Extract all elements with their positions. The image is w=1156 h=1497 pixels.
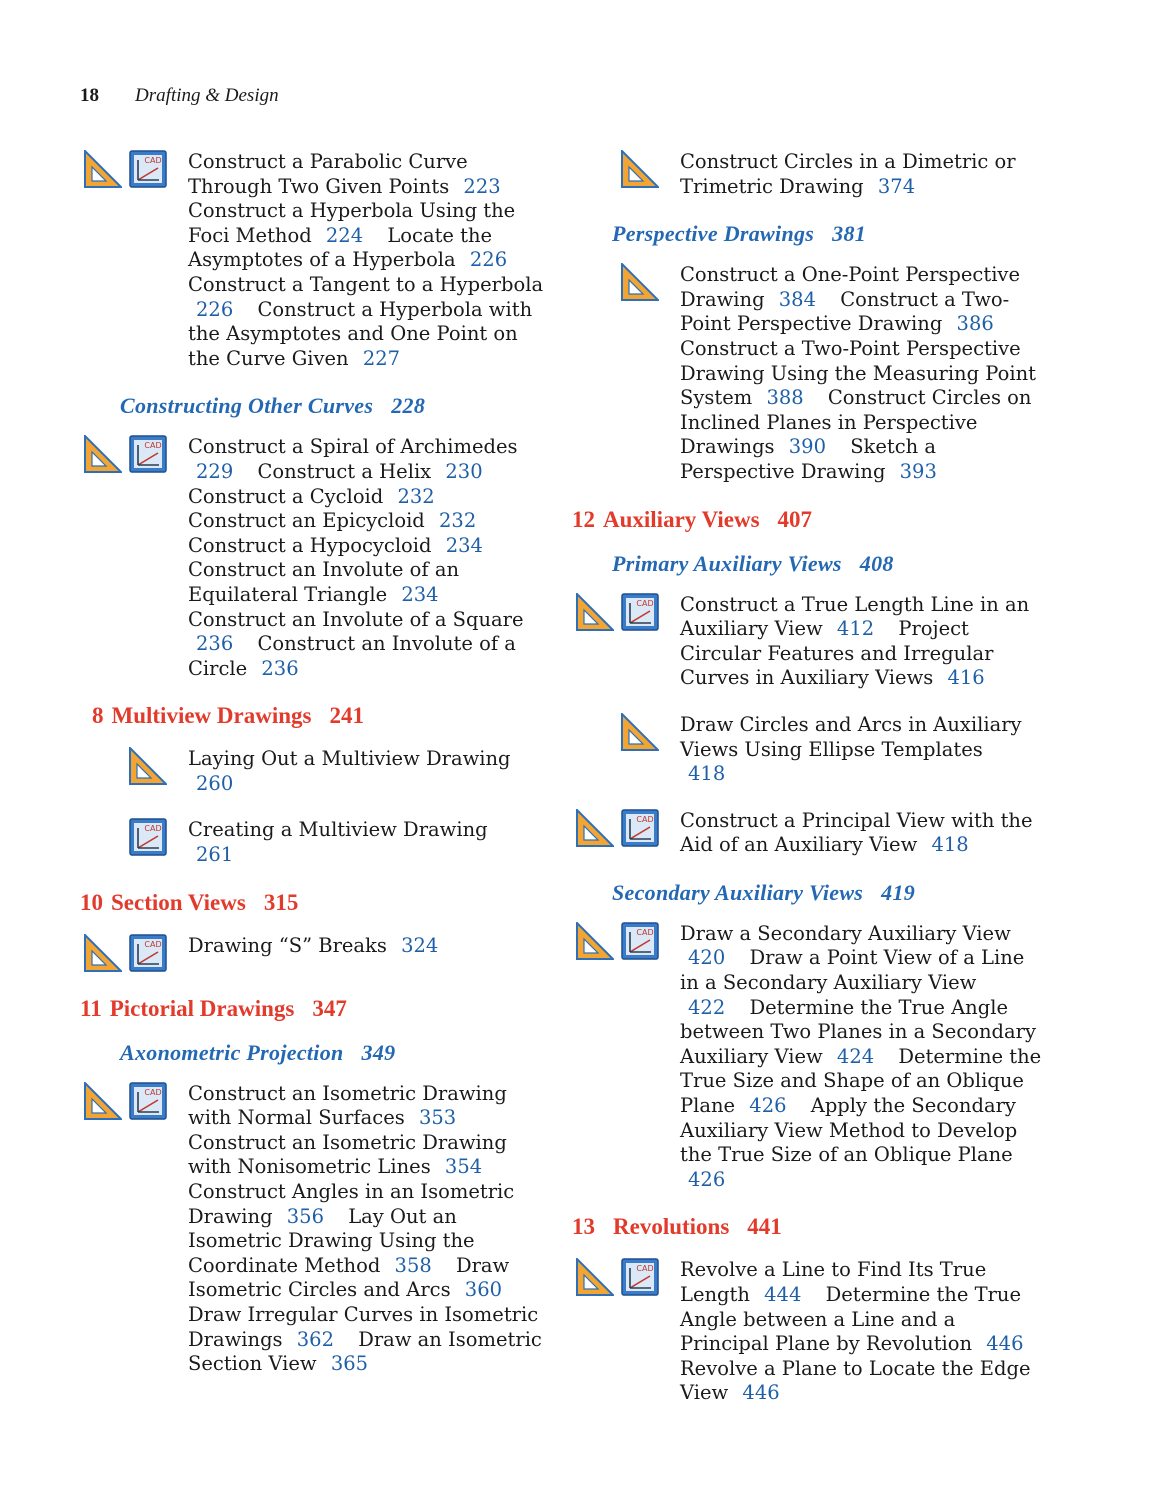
entry-page-number: 418 — [688, 762, 726, 786]
entry-text — [680, 1258, 1042, 1406]
drafting-triangle-icon — [621, 150, 659, 188]
drafting-triangle-icon — [84, 435, 122, 473]
entry-text — [680, 713, 1042, 787]
entry-page-number: 360 — [464, 1278, 503, 1302]
entry-title: Construct an Epicycloid — [188, 509, 425, 533]
entry-page-number: 223 — [463, 174, 501, 198]
drafting-triangle-icon — [621, 263, 659, 301]
entry-title: Construct a Hyperbola Using the Foci Method — [188, 199, 516, 247]
entry-page-number: 416 — [947, 666, 985, 690]
entry-title: Revolve a Line to Find Its True Length — [680, 1258, 987, 1306]
entry-title: Construct a Spiral of Archimedes — [188, 435, 518, 459]
chapter-heading — [572, 507, 1042, 533]
toc-entry — [572, 263, 1042, 484]
entry-text — [188, 934, 456, 959]
entry-page-number: 390 — [788, 435, 826, 459]
entry-title: Construct a Tangent to a Hyperbola — [188, 272, 544, 296]
cad-icon — [621, 1258, 659, 1296]
chapter-title: Multiview Drawings — [111, 703, 312, 729]
entry-page-number: 226 — [469, 248, 508, 272]
chapter-title: Revolutions — [613, 1214, 730, 1240]
entry-page-number: 446 — [986, 1332, 1024, 1356]
entry-title: Draw an Isometric Section View — [188, 1327, 542, 1376]
entry-page-number: 261 — [196, 843, 234, 867]
entry-text — [680, 922, 1042, 1193]
entry-title: Draw a Point View of a Line in a Secondary Auxiliary View — [680, 946, 1025, 995]
drafting-triangle-icon — [576, 1258, 614, 1296]
entry-page-number: 354 — [444, 1155, 483, 1179]
entry-title: Construct a Principal View with the Aid of an Auxiliary View — [680, 808, 1033, 857]
entry-title: Project Circular Features and Irregular Curves in Auxiliary Views — [680, 617, 994, 690]
entry-page-number: 232 — [439, 509, 477, 533]
entry-title: Construct a Parabolic Curve Through Two Given Points — [188, 150, 468, 198]
entry-icons — [80, 747, 188, 787]
entry-title: Sketch a Perspective Drawing — [680, 435, 937, 483]
chapter-number: 8 — [92, 703, 104, 729]
entry-text — [680, 150, 1042, 199]
section-title: Constructing Other Curves — [120, 393, 374, 419]
entry-icons — [572, 922, 680, 962]
entry-page-number: 365 — [330, 1352, 369, 1376]
entry-page-number: 444 — [764, 1283, 802, 1306]
toc-entry — [572, 1258, 1042, 1406]
toc-entry — [572, 922, 1042, 1193]
section-title: Secondary Auxiliary Views — [612, 879, 864, 905]
entry-title: Construct an Involute of an Equilateral Triangle — [188, 558, 460, 606]
entry-icons — [572, 263, 680, 303]
entry-page-number: 356 — [286, 1204, 324, 1228]
section-title: Perspective Drawings — [612, 221, 815, 247]
entry-page-number: 224 — [325, 223, 364, 247]
chapter-page: 441 — [747, 1214, 782, 1240]
entry-title: Construct a Helix — [257, 459, 432, 483]
entry-title: Construct an Isometric Drawing with Nonisometric Lines — [188, 1130, 507, 1179]
entry-page-number: 230 — [445, 459, 483, 483]
toc-entry — [80, 934, 550, 974]
entry-icons — [572, 713, 680, 753]
section-heading — [120, 1040, 550, 1066]
entry-title: Construct a Hypocycloid — [188, 533, 432, 557]
section-page: 408 — [859, 550, 894, 576]
toc-entry — [572, 593, 1042, 691]
chapter-title: Section Views — [111, 889, 246, 915]
entry-icons — [80, 818, 188, 858]
entry-title: Determine the True Angle between a Line and a Principal Plane by Revolution — [680, 1283, 1022, 1356]
entry-icons — [80, 934, 188, 974]
cad-icon — [129, 435, 167, 473]
entry-title: Draw Circles and Arcs in Auxiliary Views Using Ellipse Templates — [680, 712, 1022, 761]
section-page: 381 — [832, 221, 867, 247]
entry-title: Draw Irregular Curves in Isometric Drawings — [188, 1303, 539, 1351]
entry-page-number: 374 — [877, 174, 916, 198]
entry-title: Construct a Cycloid — [188, 484, 384, 508]
drafting-triangle-icon — [576, 922, 614, 960]
entry-icons — [80, 435, 188, 475]
toc-entry — [80, 747, 550, 796]
section-page: 228 — [391, 393, 426, 419]
entry-page-number: 229 — [196, 459, 234, 483]
toc-entry — [80, 1082, 550, 1377]
entry-title: Determine the True Angle between Two Planes in a Secondary Auxiliary View — [680, 995, 1036, 1068]
cad-icon — [129, 150, 167, 188]
cad-icon — [621, 593, 659, 631]
section-heading — [120, 393, 550, 419]
toc-entry — [572, 713, 1042, 787]
entry-page-number: 324 — [401, 933, 439, 957]
entry-page-number: 236 — [196, 632, 234, 656]
entry-icons — [80, 150, 188, 190]
toc-entry — [80, 818, 550, 867]
entry-page-number: 386 — [956, 312, 994, 336]
entry-page-number: 418 — [931, 833, 969, 857]
entry-title: Construct Circles on Inclined Planes in Perspective Drawings — [680, 386, 1032, 459]
entry-page-number: 426 — [749, 1094, 787, 1118]
chapter-number: 10 — [80, 889, 103, 915]
entry-icons — [572, 1258, 680, 1298]
cad-icon — [129, 1082, 167, 1120]
left-column — [80, 150, 550, 1399]
toc-entry — [572, 809, 1042, 858]
chapter-number: 12 — [572, 506, 595, 532]
entry-title: Drawing “S” Breaks — [188, 933, 387, 957]
entry-page-number: 393 — [899, 459, 937, 483]
drafting-triangle-icon — [129, 747, 167, 785]
chapter-heading — [80, 890, 550, 916]
entry-title: Construct Circles in a Dimetric or Trimetric Drawing — [680, 150, 1016, 198]
entry-page-number: 446 — [742, 1381, 780, 1405]
entry-title: Construct an Involute of a Circle — [188, 632, 516, 680]
entry-page-number: 424 — [836, 1044, 875, 1068]
entry-title: Creating a Multiview Drawing — [188, 818, 488, 842]
cad-icon — [129, 818, 167, 856]
entry-page-number: 426 — [688, 1167, 726, 1191]
chapter-number: 11 — [80, 995, 102, 1021]
entry-page-number: 412 — [836, 617, 875, 641]
chapter-page: 407 — [777, 506, 813, 532]
entry-page-number: 420 — [688, 946, 726, 970]
drafting-triangle-icon — [84, 934, 122, 972]
entry-title: Determine the True Size and Shape of an Oblique Plane — [680, 1044, 1042, 1118]
drafting-triangle-icon — [84, 1082, 122, 1120]
chapter-title: Auxiliary Views — [603, 506, 760, 532]
chapter-number: 13 — [572, 1214, 595, 1240]
chapter-heading — [572, 1214, 1042, 1240]
drafting-triangle-icon — [576, 593, 614, 631]
drafting-triangle-icon — [84, 150, 122, 188]
entry-icons — [572, 809, 680, 849]
entry-title: Construct an Involute of a Square — [188, 607, 524, 631]
drafting-triangle-icon — [576, 809, 614, 847]
chapter-heading — [80, 996, 550, 1022]
section-heading — [612, 880, 1042, 906]
entry-page-number: 388 — [766, 386, 804, 410]
entry-text — [188, 435, 550, 681]
entry-page-number: 422 — [688, 995, 726, 1019]
entry-title: Lay Out an Isometric Drawing Using the Coordinate Method — [188, 1204, 475, 1277]
entry-title: Construct a Two-Point Perspective Drawing Using the Measuring Point System — [680, 336, 1036, 410]
entry-text — [188, 150, 550, 371]
section-heading — [612, 551, 1042, 577]
entry-page-number: 232 — [397, 484, 435, 508]
entry-title: Construct a One-Point Perspective Drawing — [680, 263, 1020, 311]
page-header — [80, 84, 279, 107]
entry-icons — [572, 593, 680, 633]
page-number: 18 — [80, 85, 99, 106]
entry-title: Draw a Secondary Auxiliary View — [680, 921, 1011, 945]
entry-text — [188, 818, 550, 867]
section-heading — [612, 221, 1042, 247]
entry-title: Construct a Two-Point Perspective Drawing — [680, 287, 1010, 336]
chapter-page: 241 — [329, 703, 364, 729]
entry-page-number: 353 — [418, 1106, 457, 1130]
entry-icons — [572, 150, 680, 190]
entry-title: Construct Angles in an Isometric Drawing — [188, 1180, 515, 1228]
entry-page-number: 236 — [261, 656, 299, 680]
section-title: Axonometric Projection — [120, 1039, 344, 1065]
entry-page-number: 227 — [362, 346, 401, 370]
cad-icon — [621, 809, 659, 847]
entry-icons — [80, 1082, 188, 1122]
toc-entry — [572, 150, 1042, 199]
toc-entry — [80, 435, 550, 681]
entry-page-number: 226 — [196, 297, 234, 321]
entry-page-number: 260 — [196, 771, 234, 795]
toc-entry — [80, 150, 550, 371]
section-page: 419 — [881, 879, 916, 905]
entry-page-number: 358 — [394, 1253, 432, 1277]
entry-page-number: 234 — [401, 582, 439, 606]
chapter-heading — [92, 703, 550, 729]
entry-title: Draw Isometric Circles and Arcs — [188, 1253, 510, 1302]
section-title: Primary Auxiliary Views — [612, 550, 842, 576]
entry-title: Construct a Hyperbola with the Asymptotes and One Point on the Curve Given — [188, 297, 533, 370]
cad-icon — [129, 934, 167, 972]
chapter-page: 347 — [312, 995, 347, 1021]
entry-title: Locate the Asymptotes of a Hyperbola — [188, 223, 493, 272]
entry-text — [680, 263, 1042, 484]
chapter-page: 315 — [263, 889, 299, 915]
cad-icon — [621, 922, 659, 960]
entry-text — [680, 593, 1042, 691]
entry-text — [680, 809, 1042, 858]
right-column — [572, 150, 1042, 1428]
entry-page-number: 234 — [445, 533, 483, 557]
entry-page-number: 362 — [296, 1327, 334, 1351]
entry-title: Apply the Secondary Auxiliary View Method to Develop the True Size of an Oblique Plane — [680, 1094, 1018, 1167]
entry-text — [188, 1082, 550, 1377]
book-title: Drafting & Design — [135, 85, 279, 106]
section-page: 349 — [361, 1039, 396, 1065]
entry-page-number: 384 — [778, 287, 816, 311]
entry-title: Laying Out a Multiview Drawing — [188, 747, 511, 771]
entry-text — [188, 747, 550, 796]
chapter-title: Pictorial Drawings — [109, 995, 295, 1021]
drafting-triangle-icon — [621, 713, 659, 751]
entry-title: Revolve a Plane to Locate the Edge View — [680, 1356, 1031, 1405]
entry-title: Construct an Isometric Drawing with Normal Surfaces — [188, 1081, 507, 1130]
entry-title: Construct a True Length Line in an Auxiliary View — [680, 592, 1030, 641]
